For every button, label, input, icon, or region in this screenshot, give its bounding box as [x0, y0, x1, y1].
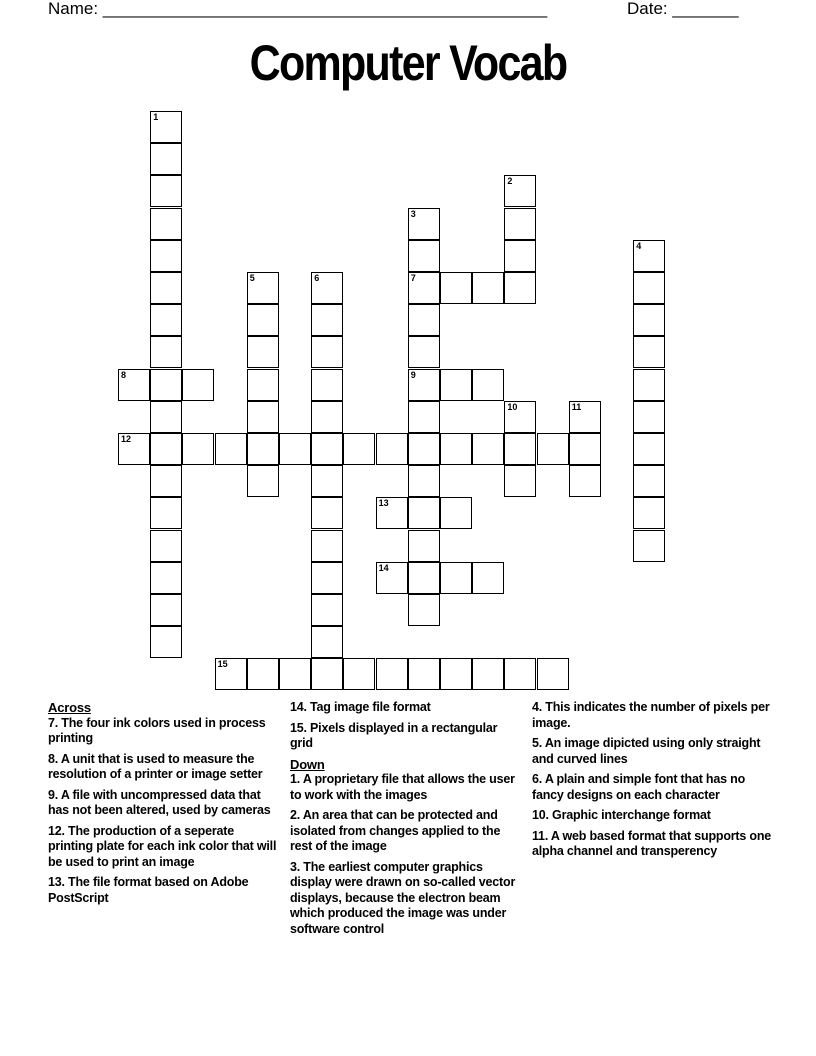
clue-item: 8. A unit that is used to measure the resolution of a printer or image setter [48, 751, 263, 781]
grid-cell[interactable] [408, 336, 440, 368]
clue-number: 2 [507, 176, 513, 187]
page-title: Computer Vocab [249, 35, 567, 91]
grid-cell[interactable] [504, 240, 536, 272]
grid-cell[interactable] [440, 272, 472, 304]
grid-cell[interactable] [408, 658, 440, 690]
grid-cell[interactable] [150, 175, 182, 207]
clue-item: 10. Graphic interchange format [532, 808, 711, 822]
clue-number: 15 [217, 659, 228, 670]
grid-cell[interactable] [408, 304, 440, 336]
grid-cell[interactable] [472, 272, 504, 304]
grid-cell[interactable] [408, 272, 440, 304]
clue-item: 5. An image dipicted using only straight and curved lines [532, 736, 761, 766]
grid-cell[interactable] [408, 530, 440, 562]
grid-cell[interactable] [504, 465, 536, 497]
grid-cell[interactable] [247, 304, 279, 336]
grid-cell[interactable] [537, 433, 569, 465]
grid-cell[interactable] [633, 336, 665, 368]
grid-cell[interactable] [408, 208, 440, 240]
grid-cell[interactable] [279, 658, 311, 690]
grid-cell[interactable] [343, 433, 375, 465]
grid-cell[interactable] [408, 369, 440, 401]
clue-number: 7 [410, 273, 416, 283]
grid-cell[interactable] [150, 304, 182, 336]
grid-cell[interactable] [633, 497, 665, 529]
grid-cell[interactable] [150, 208, 182, 240]
grid-cell[interactable] [633, 272, 665, 304]
grid-cell[interactable] [311, 465, 343, 497]
grid-cell[interactable] [408, 594, 440, 626]
clue-column-1 [48, 700, 280, 911]
grid-cell[interactable] [311, 401, 343, 433]
grid-cell[interactable] [311, 626, 343, 658]
grid-cell[interactable] [150, 240, 182, 272]
grid-cell[interactable] [408, 497, 440, 529]
grid-cell[interactable] [504, 401, 536, 433]
clue-number: 9 [410, 369, 416, 380]
grid-cell[interactable] [150, 433, 182, 465]
clue-column-3 [532, 700, 772, 865]
clue-section-heading: Across [48, 700, 91, 715]
grid-cell[interactable] [569, 433, 601, 465]
grid-cell[interactable] [311, 562, 343, 594]
grid-cell[interactable] [408, 465, 440, 497]
grid-cell[interactable] [247, 369, 279, 401]
grid-cell[interactable] [118, 433, 150, 465]
grid-cell[interactable] [150, 143, 182, 175]
grid-cell[interactable] [472, 658, 504, 690]
grid-cell[interactable] [150, 626, 182, 658]
clue-number: 10 [507, 401, 518, 412]
grid-cell[interactable] [504, 208, 536, 240]
grid-cell[interactable] [472, 369, 504, 401]
grid-cell[interactable] [150, 272, 182, 304]
grid-cell[interactable] [311, 272, 343, 304]
clue-number: 14 [378, 562, 389, 573]
clue-number: 8 [121, 369, 127, 380]
grid-cell[interactable] [633, 240, 665, 272]
grid-cell[interactable] [150, 530, 182, 562]
grid-cell[interactable] [633, 304, 665, 336]
grid-cell[interactable] [182, 433, 214, 465]
grid-cell[interactable] [408, 433, 440, 465]
grid-cell[interactable] [311, 594, 343, 626]
clue-item: 1. A proprietary file that allows the user to work with the images [290, 772, 515, 802]
grid-cell[interactable] [569, 465, 601, 497]
grid-cell[interactable] [150, 111, 182, 143]
grid-cell[interactable] [150, 465, 182, 497]
grid-cell[interactable] [472, 433, 504, 465]
clue-item: 12. The production of a seperate printing plate for each ink color that will be used to print an image [48, 823, 277, 869]
clue-item: 2. An area that can be protected and isolated from changes applied to the rest of the image [290, 808, 501, 853]
grid-cell[interactable] [376, 562, 408, 594]
clue-number: 13 [378, 498, 389, 509]
clue-number: 12 [121, 434, 132, 444]
clue-section-heading: Down [290, 756, 325, 772]
grid-cell[interactable] [504, 433, 536, 465]
grid-cell[interactable] [311, 530, 343, 562]
clue-item: 15. Pixels displayed in a rectangular grid [290, 720, 498, 750]
grid-cell[interactable] [376, 497, 408, 529]
grid-cell[interactable] [504, 175, 536, 207]
clue-number: 3 [410, 208, 416, 219]
clue-item: 9. A file with uncompressed data that has not been altered, used by cameras [48, 787, 271, 817]
grid-cell[interactable] [247, 272, 279, 304]
grid-cell[interactable] [150, 594, 182, 626]
grid-cell[interactable] [633, 433, 665, 465]
grid-cell[interactable] [504, 658, 536, 690]
grid-cell[interactable] [311, 497, 343, 529]
grid-cell[interactable] [408, 562, 440, 594]
grid-cell[interactable] [343, 658, 375, 690]
grid-cell[interactable] [311, 433, 343, 465]
clue-item: 6. A plain and simple font that has no fancy designs on each character [532, 772, 746, 802]
grid-cell[interactable] [247, 658, 279, 690]
grid-cell[interactable] [311, 658, 343, 690]
grid-cell[interactable] [440, 562, 472, 594]
grid-cell[interactable] [311, 304, 343, 336]
grid-cell[interactable] [440, 433, 472, 465]
clue-column-2 [290, 700, 522, 942]
grid-cell[interactable] [440, 658, 472, 690]
grid-cell[interactable] [408, 240, 440, 272]
grid-cell[interactable] [182, 369, 214, 401]
grid-cell[interactable] [247, 401, 279, 433]
grid-cell[interactable] [569, 401, 601, 433]
grid-cell[interactable] [376, 433, 408, 465]
grid-cell[interactable] [311, 369, 343, 401]
grid-cell[interactable] [633, 530, 665, 562]
grid-cell[interactable] [150, 369, 182, 401]
date-field-label[interactable]: Date: _______ [627, 0, 739, 18]
clue-item: 7. The four ink colors used in process printing [48, 715, 266, 745]
grid-cell[interactable] [215, 433, 247, 465]
grid-cell[interactable] [376, 658, 408, 690]
grid-cell[interactable] [215, 658, 247, 690]
grid-cell[interactable] [247, 433, 279, 465]
name-field-label[interactable]: Name: _______________________________________________ [48, 0, 548, 18]
grid-cell[interactable] [537, 658, 569, 690]
clue-item: 13. The file format based on Adobe PostScript [48, 875, 249, 905]
grid-cell[interactable] [633, 401, 665, 433]
clue-number: 5 [249, 273, 255, 283]
grid-cell[interactable] [311, 336, 343, 368]
clue-item: 11. A web based format that supports one alpha channel and transperency [532, 828, 772, 858]
grid-cell[interactable] [247, 465, 279, 497]
grid-cell[interactable] [633, 369, 665, 401]
grid-cell[interactable] [472, 562, 504, 594]
grid-cell[interactable] [247, 336, 279, 368]
grid-cell[interactable] [150, 497, 182, 529]
clue-number: 6 [314, 273, 320, 283]
clue-number: 11 [571, 401, 582, 412]
grid-cell[interactable] [279, 433, 311, 465]
clue-item: 3. The earliest computer graphics display were drawn on so-called vector displays, because the electron beam which produced the image was under software control [290, 859, 516, 936]
clue-number: 4 [636, 240, 642, 251]
clue-item: 14. Tag image file format [290, 700, 431, 714]
grid-cell[interactable] [440, 497, 472, 529]
grid-cell[interactable] [150, 562, 182, 594]
grid-cell[interactable] [408, 401, 440, 433]
grid-cell[interactable] [633, 465, 665, 497]
grid-cell[interactable] [118, 369, 150, 401]
grid-cell[interactable] [150, 336, 182, 368]
clue-item: 4. This indicates the number of pixels per image. [532, 700, 770, 730]
clue-number: 1 [153, 112, 159, 122]
grid-cell[interactable] [150, 401, 182, 433]
grid-cell[interactable] [504, 272, 536, 304]
grid-cell[interactable] [440, 369, 472, 401]
